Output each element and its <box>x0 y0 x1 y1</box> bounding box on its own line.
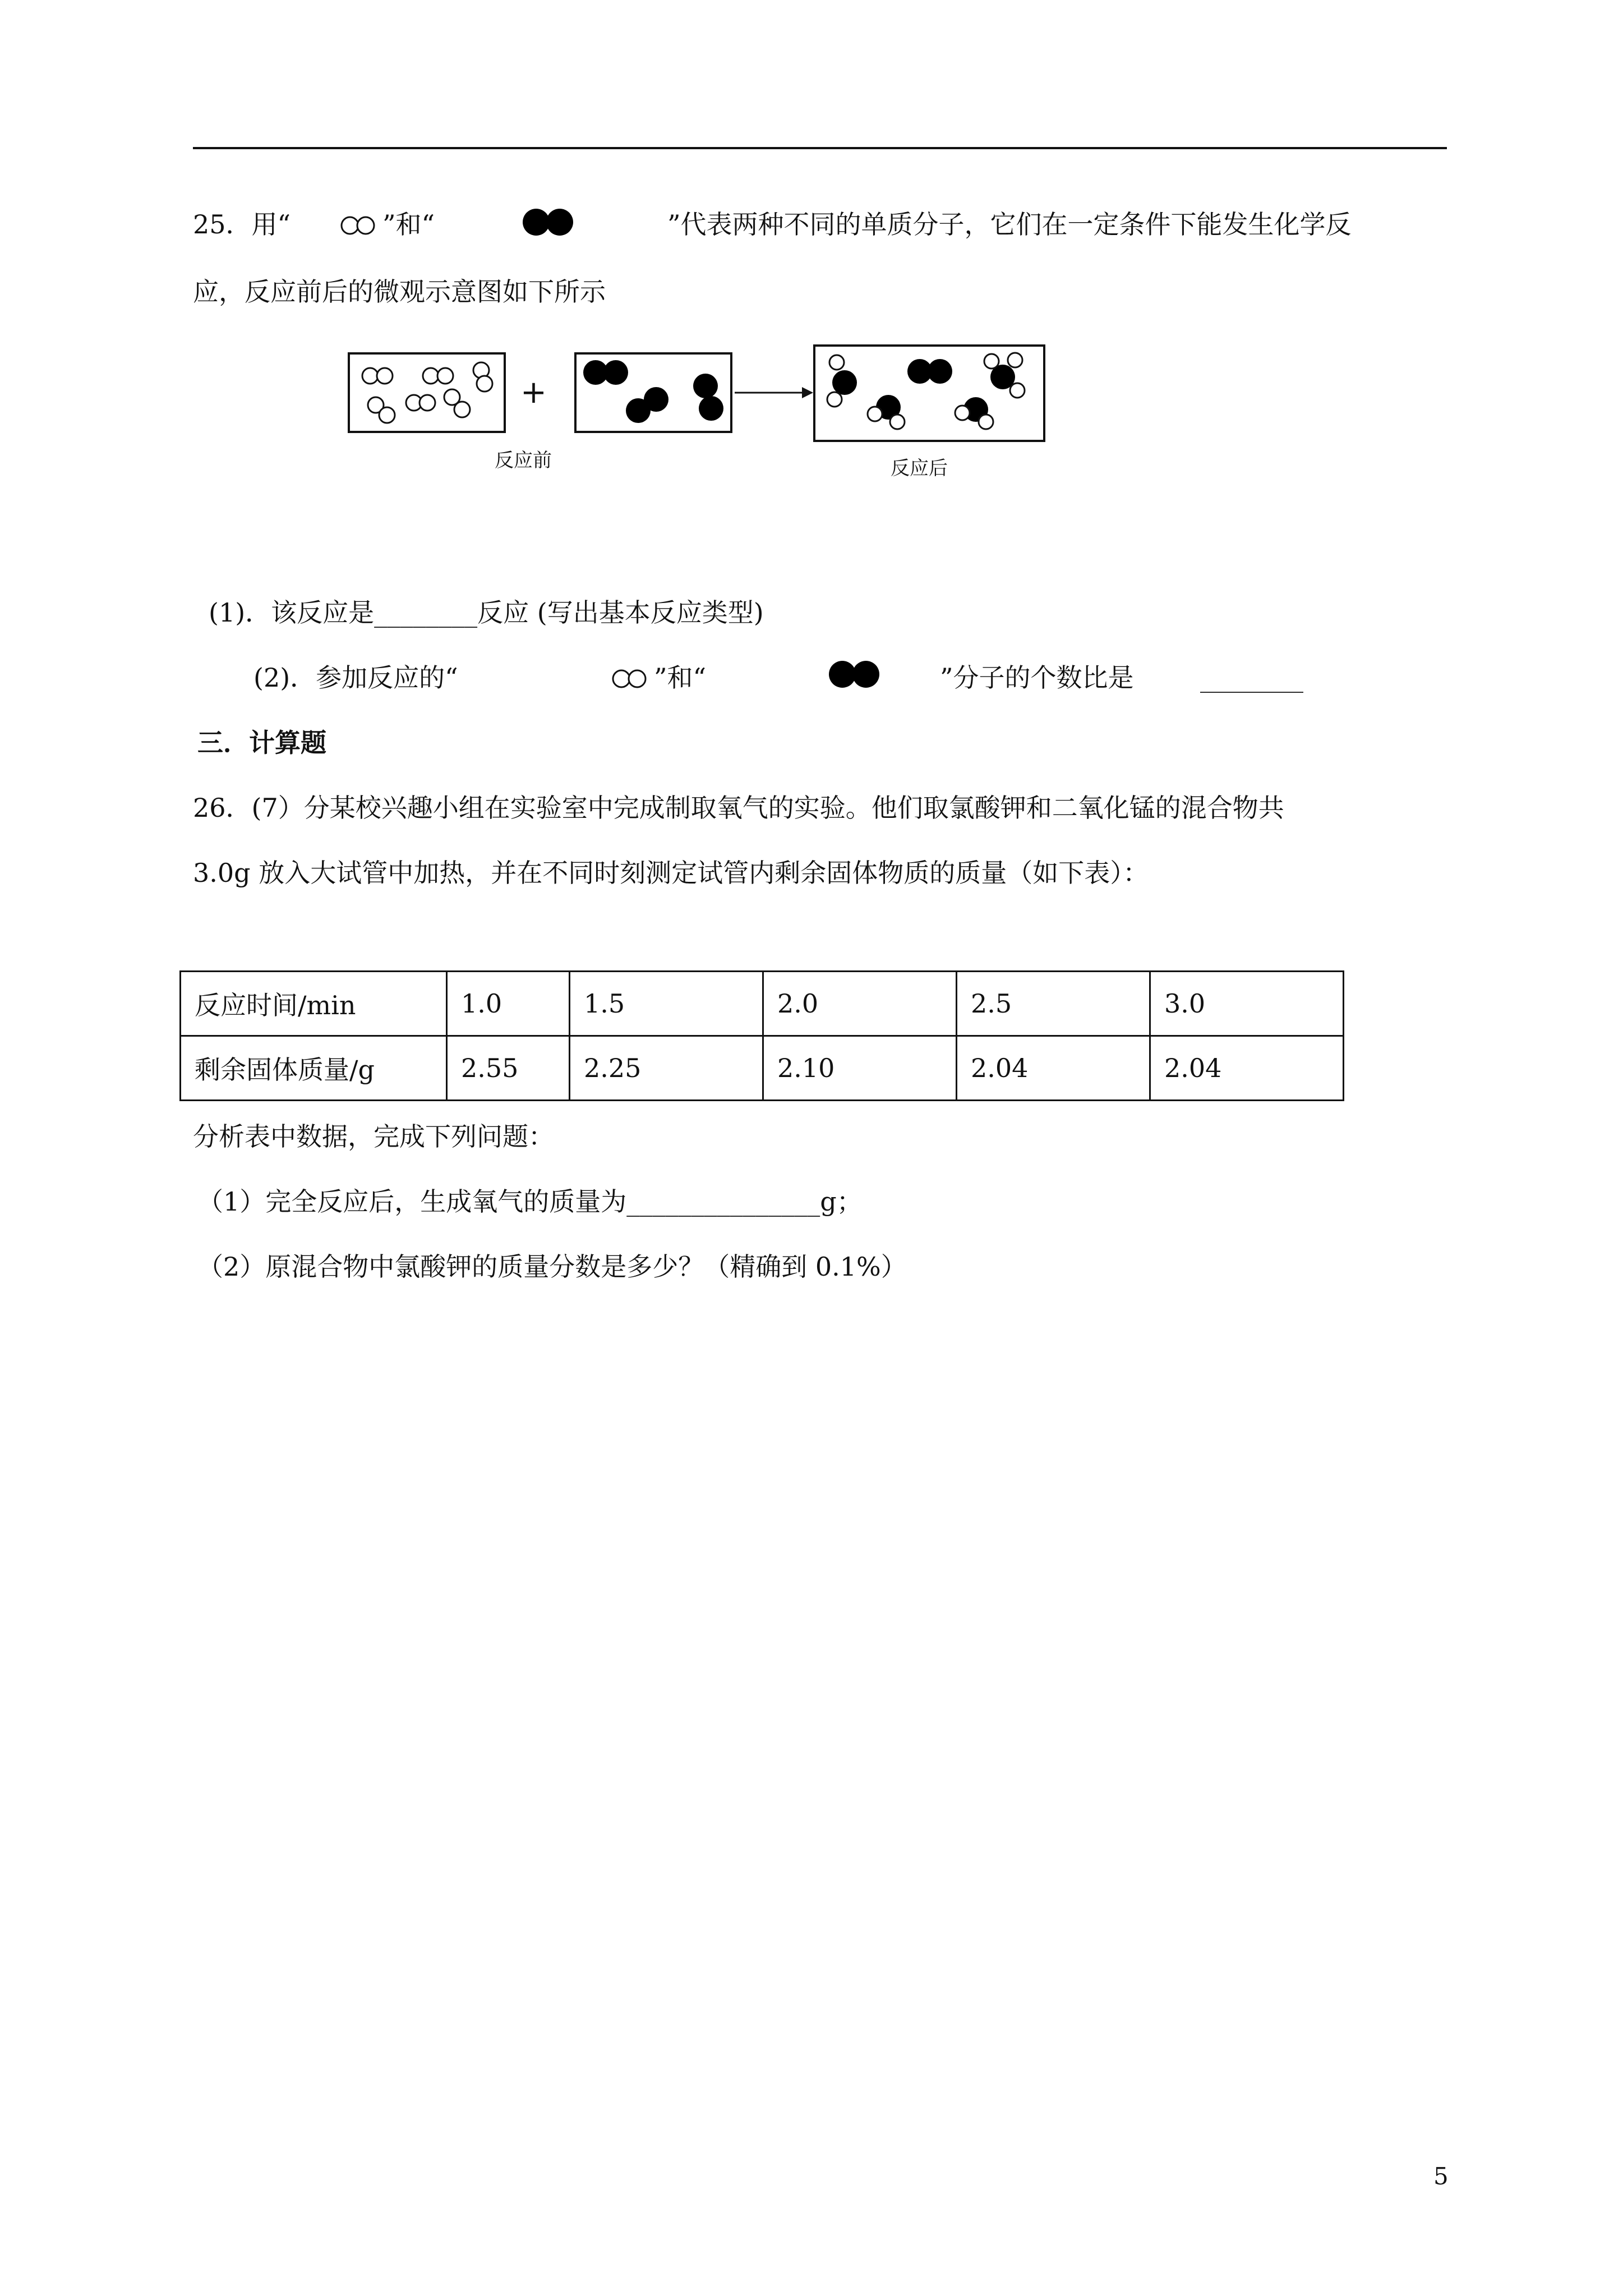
header-rule <box>193 147 1447 149</box>
section-title-text: 三．计算题 <box>197 728 326 758</box>
table-header-cell: 剩余固体质量/g <box>181 1036 447 1101</box>
q26-line1-text: 26．(7）分某校兴趣小组在实验室中完成制取氧气的实验。他们取氯酸钾和二氧化锰的混合物共 <box>193 793 1284 823</box>
white-molecule-icon <box>340 214 379 237</box>
q25-sub1-text: (1)．该反应是________反应 (写出基本反应类型) <box>209 597 764 628</box>
reaction-diagram <box>342 337 1049 482</box>
q25-line1-end <box>667 208 1352 241</box>
table-cell: 2.0 <box>763 972 957 1036</box>
q26-line2-text: 3.0g 放入大试管中加热，并在不同时刻测定试管内剩余固体物质的质量（如下表）： <box>193 858 1149 888</box>
q25-text-line2: 应，反应前后的微观示意图如下所示 <box>193 277 606 307</box>
q26-sub1 <box>197 1185 863 1218</box>
q25-text-a: 25．用“ <box>193 209 291 240</box>
q25-sub2-text-c: ”分子的个数比是 <box>940 662 1134 693</box>
white-molecule-icon <box>611 668 651 690</box>
q25-sub2-text-b: ”和“ <box>654 662 707 693</box>
q26-analysis-text: 分析表中数据，完成下列问题： <box>193 1121 554 1152</box>
plus-sign: + <box>520 374 547 411</box>
table-cell: 2.5 <box>957 972 1150 1036</box>
q26-sub1-text: （1）完全反应后，生成氧气的质量为_______________g； <box>197 1186 863 1217</box>
q25-line1-start <box>193 208 291 241</box>
table-cell: 2.25 <box>570 1036 763 1101</box>
q25-sub2-blank <box>1200 661 1303 694</box>
table-row <box>181 1036 1344 1101</box>
q25-sub2-end <box>940 661 1134 694</box>
q25-sub2-start <box>253 661 458 694</box>
table-cell: 2.55 <box>447 1036 570 1101</box>
label-after: 反应后 <box>891 457 948 480</box>
table-cell: 2.04 <box>1150 1036 1344 1101</box>
q25-sub1 <box>209 596 764 629</box>
q26-line1 <box>193 791 1284 825</box>
q25-sub2-blank-text: ________ <box>1200 662 1303 693</box>
table-row <box>181 972 1344 1036</box>
q25-text-c: ”代表两种不同的单质分子，它们在一定条件下能发生化学反 <box>667 209 1352 240</box>
data-table <box>179 970 1344 1101</box>
label-before: 反应前 <box>495 449 552 472</box>
q26-sub2-text: （2）原混合物中氯酸钾的质量分数是多少？（精确到 0.1%） <box>197 1251 907 1282</box>
table-cell: 1.5 <box>570 972 763 1036</box>
q25-line2 <box>193 275 606 309</box>
black-molecule-icon <box>828 660 889 689</box>
q25-sub2-mid <box>654 661 706 694</box>
q26-line2 <box>193 856 1149 890</box>
table-cell: 2.10 <box>763 1036 957 1101</box>
table-header-cell: 反应时间/min <box>181 972 447 1036</box>
arrow-head <box>802 387 813 398</box>
black-molecule-icon <box>522 208 583 237</box>
table-cell: 2.04 <box>957 1036 1150 1101</box>
q26-sub2 <box>197 1250 907 1283</box>
table-cell: 1.0 <box>447 972 570 1036</box>
q26-analysis <box>193 1120 554 1153</box>
q25-line1-mid <box>382 208 435 241</box>
table-cell: 3.0 <box>1150 972 1344 1036</box>
page-number: 5 <box>1433 2162 1449 2190</box>
q25-text-b: ”和“ <box>382 209 435 240</box>
q25-sub2-text-a: (2)．参加反应的“ <box>253 662 458 693</box>
section-title <box>197 726 326 760</box>
